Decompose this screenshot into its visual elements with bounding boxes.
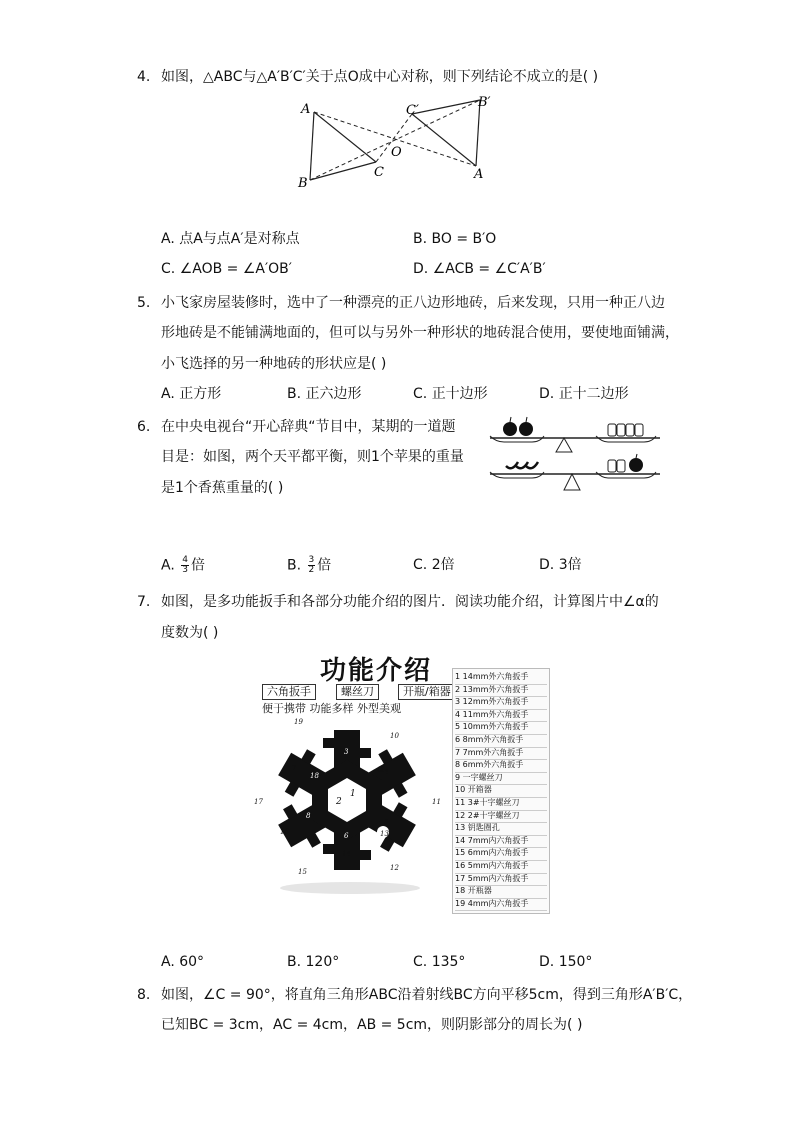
apple-icon bbox=[503, 417, 533, 436]
option-c[interactable] bbox=[161, 260, 292, 278]
option-text: 135° bbox=[431, 954, 466, 970]
numerator: 4 bbox=[182, 555, 188, 565]
weight-icon bbox=[608, 460, 625, 472]
option-text: ∠AOB = ∠A′OB′ bbox=[179, 261, 292, 277]
question-line-3: 是1个香蕉重量的( ) bbox=[161, 480, 284, 496]
option-text: BO = B′O bbox=[431, 231, 497, 247]
part-number: 2 bbox=[336, 797, 342, 807]
option-suffix: 倍 bbox=[317, 557, 332, 574]
option-key: B. bbox=[413, 231, 428, 247]
option-text: 点A与点A′是对称点 bbox=[179, 231, 300, 247]
part-number: 11 bbox=[432, 798, 441, 806]
tag-hex-wrench: 六角扳手 bbox=[262, 684, 316, 700]
legend-item: 19 4mm内六角扳手 bbox=[455, 898, 547, 912]
numerator: 3 bbox=[308, 555, 315, 565]
fulcrum-icon bbox=[564, 474, 580, 490]
option-key: B. bbox=[287, 386, 302, 402]
option-text: 正六边形 bbox=[305, 386, 362, 402]
question-line-2: 目是：如图，两个天平都平衡，则1个苹果的重量 bbox=[161, 449, 464, 465]
question-number: 4. bbox=[137, 69, 151, 85]
segment-ab bbox=[310, 112, 314, 180]
option-key: D. bbox=[539, 954, 555, 970]
option-text: 3倍 bbox=[558, 557, 582, 573]
legend-item: 7 7mm外六角扳手 bbox=[455, 747, 547, 761]
legend-item: 13 钥匙圈孔 bbox=[455, 822, 547, 836]
question-line-1: 在中央电视台“开心辞典“节目中，某期的一道题 bbox=[161, 419, 456, 435]
legend-item: 10 开箱器 bbox=[455, 784, 547, 798]
part-number: 17 bbox=[254, 798, 263, 806]
question-line-3: 小飞选择的另一种地砖的形状应是( ) bbox=[161, 356, 387, 372]
legend-item: 8 6mm外六角扳手 bbox=[455, 759, 547, 773]
banana-icon bbox=[506, 462, 538, 468]
option-d[interactable] bbox=[539, 953, 592, 971]
label-b-prime: B′ bbox=[478, 95, 491, 110]
part-number: 19 bbox=[294, 718, 303, 726]
tag-bottle-opener: 开瓶/箱器 bbox=[398, 684, 456, 700]
option-a[interactable] bbox=[161, 556, 205, 575]
option-b[interactable] bbox=[287, 385, 362, 403]
option-text: ∠ACB = ∠C′A′B′ bbox=[432, 261, 546, 277]
part-number: 16 bbox=[280, 828, 289, 836]
legend-item: 16 5mm内六角扳手 bbox=[455, 860, 547, 874]
part-number: 14 bbox=[342, 850, 351, 858]
alpha-label: α4 bbox=[377, 762, 389, 776]
label-a: A bbox=[301, 102, 311, 117]
part-number: 12 bbox=[390, 864, 399, 872]
part-number: 6 bbox=[344, 832, 349, 840]
legend-item: 5 10mm外六角扳手 bbox=[455, 721, 547, 735]
legend-item: 4 11mm外六角扳手 bbox=[455, 709, 547, 723]
fraction bbox=[308, 556, 316, 575]
figure-title: 功能介绍 bbox=[320, 656, 433, 686]
label-b: B bbox=[298, 176, 308, 191]
question-number: 8. bbox=[137, 987, 151, 1003]
question-line-1: 如图，是多功能扳手和各部分功能介绍的图片．阅读功能介绍，计算图片中∠α的 bbox=[161, 594, 659, 610]
option-text: 正十边形 bbox=[431, 386, 488, 402]
option-key: A. bbox=[161, 954, 175, 970]
question-stem: 如图，△ABC与△A′B′C′关于点O成中心对称，则下列结论不成立的是( ) bbox=[161, 69, 599, 85]
option-key: D. bbox=[413, 261, 429, 277]
part-number: 13 bbox=[380, 830, 389, 838]
apple-icon bbox=[629, 454, 643, 472]
question-line-2: 已知BC = 3cm，AC = 4cm，AB = 5cm，则阴影部分的周长为( ) bbox=[161, 1017, 583, 1033]
denominator: 3 bbox=[182, 565, 188, 575]
option-text: 2倍 bbox=[431, 557, 455, 573]
option-key: A. bbox=[161, 386, 175, 402]
option-text: 60° bbox=[179, 954, 205, 970]
part-number: 1 bbox=[350, 789, 356, 799]
legend-item: 3 12mm外六角扳手 bbox=[455, 696, 547, 710]
option-key: A. bbox=[161, 557, 175, 574]
option-b[interactable] bbox=[287, 556, 331, 575]
dashed-bb2 bbox=[310, 100, 480, 180]
option-key: C. bbox=[413, 386, 428, 402]
part-number: 18 bbox=[310, 772, 319, 780]
legend-item: 12 2#十字螺丝刀 bbox=[455, 810, 547, 824]
option-a[interactable] bbox=[161, 385, 221, 403]
option-key: C. bbox=[413, 954, 428, 970]
option-key: A. bbox=[161, 231, 175, 247]
option-key: B. bbox=[287, 954, 302, 970]
segment-ac bbox=[314, 112, 376, 162]
option-d[interactable] bbox=[413, 260, 546, 278]
label-a-prime: A bbox=[474, 167, 484, 182]
option-a[interactable] bbox=[161, 953, 204, 971]
snowflake-wrench-image bbox=[250, 712, 450, 912]
balance-scale-bottom bbox=[490, 454, 660, 490]
option-d[interactable] bbox=[539, 556, 582, 574]
question-number: 5. bbox=[137, 295, 151, 311]
option-a[interactable] bbox=[161, 230, 300, 248]
balance-scales-figure bbox=[484, 414, 666, 498]
option-text: 正十二边形 bbox=[558, 386, 629, 402]
label-c: C bbox=[374, 165, 384, 180]
part-number: 15 bbox=[298, 868, 307, 876]
denominator: 2 bbox=[308, 565, 315, 575]
central-symmetry-figure bbox=[290, 92, 500, 192]
segment-c2b2 bbox=[412, 100, 480, 114]
weight-icon bbox=[608, 424, 643, 436]
label-c-prime: C′ bbox=[406, 103, 419, 118]
part-number: 8 bbox=[306, 812, 311, 820]
legend-item: 9 一字螺丝刀 bbox=[455, 772, 547, 786]
option-text: 120° bbox=[305, 954, 340, 970]
legend-item: 2 13mm外六角扳手 bbox=[455, 684, 547, 698]
legend-item: 6 8mm外六角扳手 bbox=[455, 734, 547, 748]
part-number: 3 bbox=[344, 748, 349, 756]
option-key: C. bbox=[161, 261, 176, 277]
question-number: 7. bbox=[137, 594, 151, 610]
question-line-2: 形地砖是不能铺满地面的，但可以与另外一种形状的地砖混合使用，要使地面铺满， bbox=[161, 325, 679, 341]
balance-scale-top bbox=[490, 417, 660, 452]
legend-item: 18 开瓶器 bbox=[455, 885, 547, 899]
function-legend bbox=[452, 668, 550, 914]
option-text: 正方形 bbox=[179, 386, 222, 402]
figure-subtitle: 便于携带 功能多样 外型美观 bbox=[262, 702, 401, 715]
segment-c2a2 bbox=[412, 114, 476, 166]
option-key: D. bbox=[539, 386, 555, 402]
question-line-1: 如图，∠C = 90°，将直角三角形ABC沿着射线BC方向平移5cm，得到三角形A′B′C， bbox=[161, 987, 693, 1003]
question-number: 6. bbox=[137, 419, 151, 435]
question-line-2: 度数为( ) bbox=[161, 625, 219, 641]
legend-item: 11 3#十字螺丝刀 bbox=[455, 797, 547, 811]
option-d[interactable] bbox=[539, 385, 629, 403]
part-number: 10 bbox=[390, 732, 399, 740]
question-line-1: 小飞家房屋装修时，选中了一种漂亮的正八边形地砖，后来发现，只用一种正八边 bbox=[161, 295, 665, 311]
option-text: 150° bbox=[558, 954, 593, 970]
part-number: 5 bbox=[384, 818, 389, 826]
tag-screwdriver: 螺丝刀 bbox=[336, 684, 379, 700]
option-c[interactable] bbox=[413, 953, 465, 971]
option-b[interactable] bbox=[287, 953, 339, 971]
legend-item: 14 7mm内六角扳手 bbox=[455, 835, 547, 849]
fraction bbox=[181, 556, 189, 575]
option-key: D. bbox=[539, 557, 555, 573]
multitool-figure bbox=[250, 648, 550, 913]
option-suffix: 倍 bbox=[190, 557, 205, 574]
part-number: 7 bbox=[292, 764, 297, 772]
option-key: C. bbox=[413, 557, 428, 573]
label-o: O bbox=[391, 145, 402, 160]
fulcrum-icon bbox=[556, 438, 572, 452]
option-c[interactable] bbox=[413, 385, 488, 403]
legend-item: 1 14mm外六角扳手 bbox=[455, 671, 547, 685]
option-key: B. bbox=[287, 557, 302, 574]
legend-item: 15 6mm内六角扳手 bbox=[455, 847, 547, 861]
legend-item: 17 5mm内六角扳手 bbox=[455, 873, 547, 887]
option-b[interactable] bbox=[413, 230, 496, 248]
option-c[interactable] bbox=[413, 556, 455, 574]
